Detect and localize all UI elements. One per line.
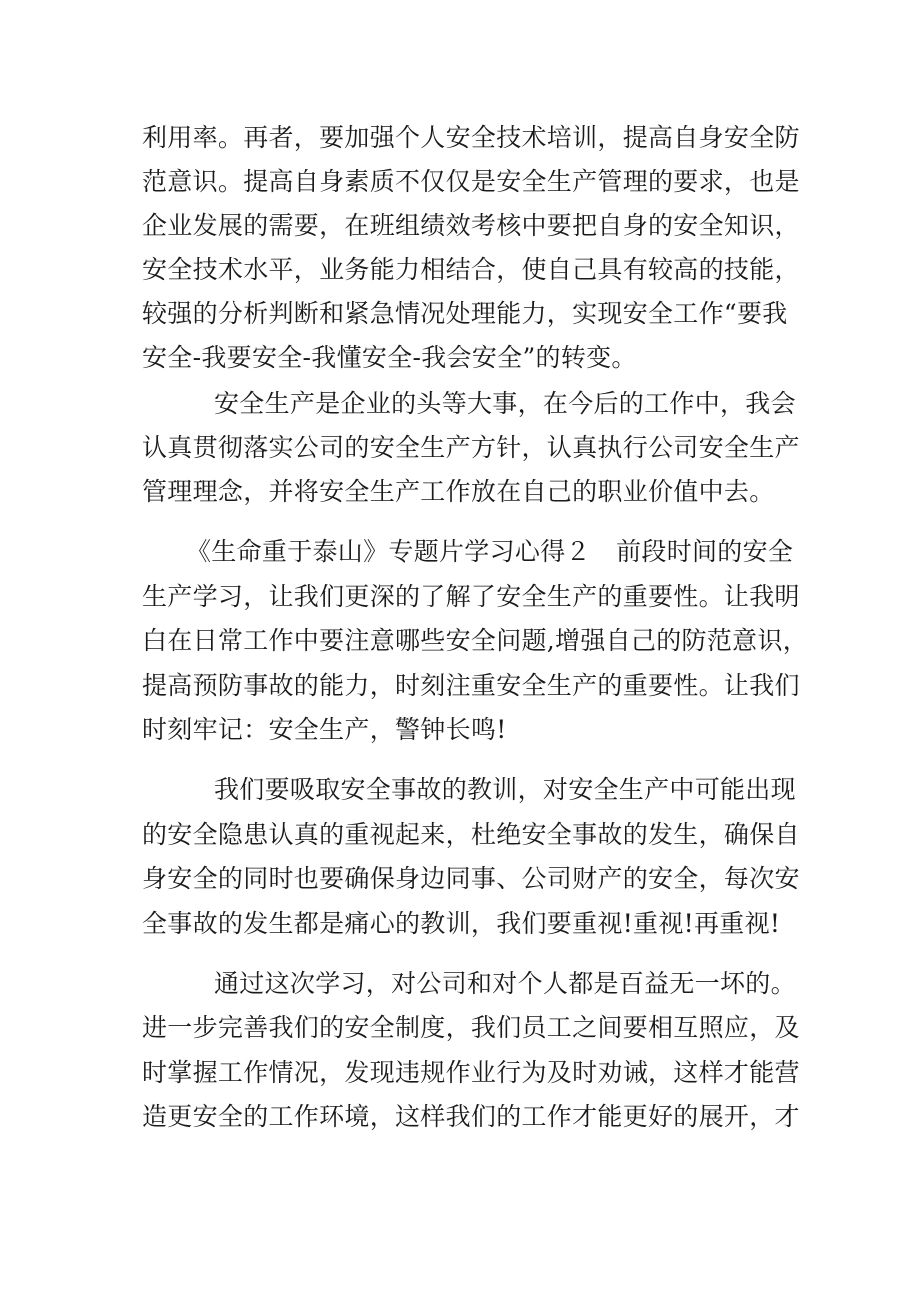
text-line: 安全-我要安全-我懂安全-我会安全”的转变。	[142, 343, 637, 372]
text-line: 企业发展的需要，在班组绩效考核中要把自身的安全知识，	[142, 211, 800, 240]
paragraph-start-line: 我们要吸取安全事故的教训，对安全生产中可能出现	[214, 775, 796, 804]
text-line: 身安全的同时也要确保身边同事、公司财产的安全，每次安	[142, 864, 800, 893]
text-line: 范意识。提高自身素质不仅仅是安全生产管理的要求，也是	[142, 167, 800, 196]
text-line: 安全技术水平，业务能力相结合，使自己具有较高的技能，	[142, 255, 800, 284]
paragraph-start-line: 安全生产是企业的头等大事，在今后的工作中，我会	[214, 389, 796, 418]
text-line: 全事故的发生都是痛心的教训，我们要重视!重视!再重视!	[142, 909, 781, 938]
text-line: 认真贯彻落实公司的安全生产方针，认真执行公司安全生产	[142, 433, 800, 462]
text-line: 生产学习，让我们更深的了解了安全生产的重要性。让我明	[142, 582, 800, 611]
text-line: 进一步完善我们的安全制度，我们员工之间要相互照应，及	[142, 1013, 800, 1042]
text-line: 管理理念，并将安全生产工作放在自己的职业价值中去。	[142, 477, 775, 506]
text-line: 利用率。再者，要加强个人安全技术培训，提高自身安全防	[142, 123, 800, 152]
text-line: 白在日常工作中要注意哪些安全问题,增强自己的防范意识，	[142, 626, 809, 655]
section-heading-line: 《生命重于泰山》专题片学习心得２ 前段时间的安全	[186, 537, 794, 566]
text-line: 造更安全的工作环境，这样我们的工作才能更好的展开，才	[142, 1102, 800, 1131]
text-line: 较强的分析判断和紧急情况处理能力，实现安全工作“要我	[142, 299, 788, 328]
text-line: 的安全隐患认真的重视起来，杜绝安全事故的发生，确保自	[142, 820, 800, 849]
text-line: 时掌握工作情况，发现违规作业行为及时劝诫，这样才能营	[142, 1058, 800, 1087]
text-line: 时刻牢记：安全生产，警钟长鸣!	[142, 715, 507, 744]
paragraph-start-line: 通过这次学习，对公司和对个人都是百益无一坏的。	[214, 969, 796, 998]
text-line: 提高预防事故的能力，时刻注重安全生产的重要性。让我们	[142, 671, 800, 700]
